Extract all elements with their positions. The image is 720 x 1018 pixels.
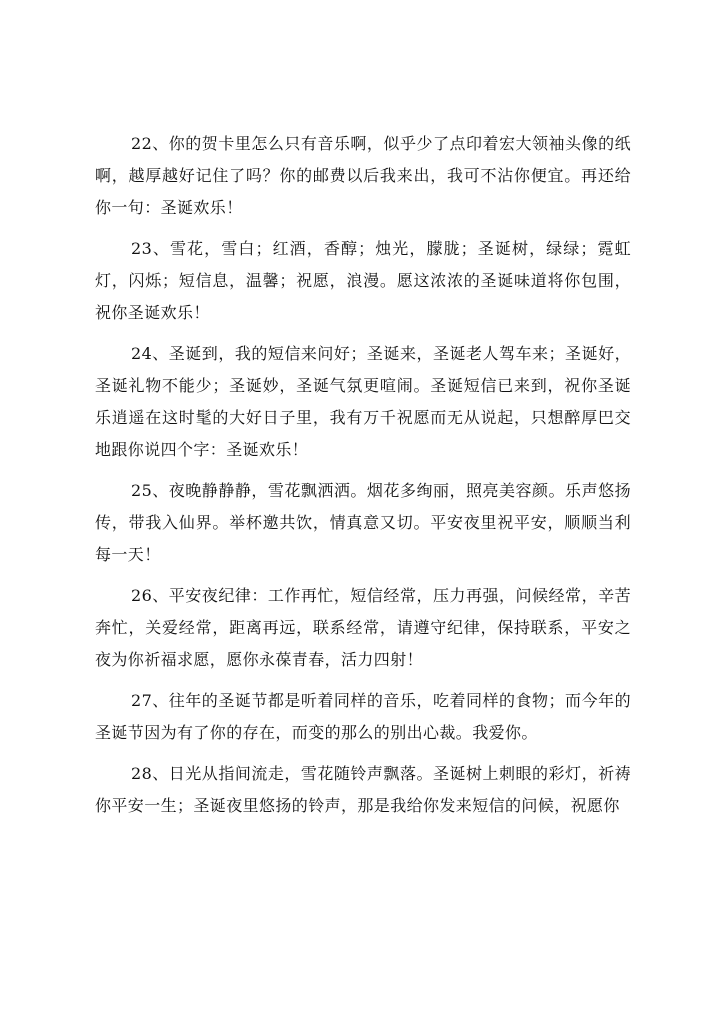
paragraph-26: 26、平安夜纪律：工作再忙，短信经常，压力再强，问候经常，辛苦奔忙，关爱经常，距离再远，联系经常，请遵守纪律，保持联系，平安之夜为你祈福求愿，愿你永葆青春，活力四射！ [95,586,631,669]
paragraph-25: 25、夜晚静静静，雪花飘洒洒。烟花多绚丽，照亮美容颜。乐声悠扬传，带我入仙界。举杯邀共饮，情真意又切。平安夜里祝平安，顺顺当利每一天！ [95,481,631,564]
paragraph-23: 23、雪花，雪白；红酒，香醇；烛光，朦胧；圣诞树，绿绿；霓虹灯，闪烁；短信息，温馨；祝愿，浪漫。愿这浓浓的圣诞味道将你包围，祝你圣诞欢乐！ [95,239,631,322]
document-page [95,128,631,831]
paragraph-28: 28、日光从指间流走，雪花随铃声飘落。圣诞树上刺眼的彩灯，祈祷你平安一生；圣诞夜里悠扬的铃声，那是我给你发来短信的问候，祝愿你 [95,764,631,815]
paragraph-22: 22、你的贺卡里怎么只有音乐啊，似乎少了点印着宏大领袖头像的纸啊，越厚越好记住了吗？你的邮费以后我来出，我可不沾你便宜。再还给你一句：圣诞欢乐！ [95,134,631,217]
paragraph-27: 27、往年的圣诞节都是听着同样的音乐，吃着同样的食物；而今年的圣诞节因为有了你的存在，而变的那么的别出心裁。我爱你。 [95,691,631,742]
paragraph-24: 24、圣诞到，我的短信来问好；圣诞来，圣诞老人驾车来；圣诞好，圣诞礼物不能少；圣诞妙，圣诞气氛更喧闹。圣诞短信已来到，祝你圣诞乐逍遥在这时髦的大好日子里，我有万千祝愿而无从说起，只想醉厚巴交地跟你说四个字：圣诞欢乐！ [95,344,631,459]
